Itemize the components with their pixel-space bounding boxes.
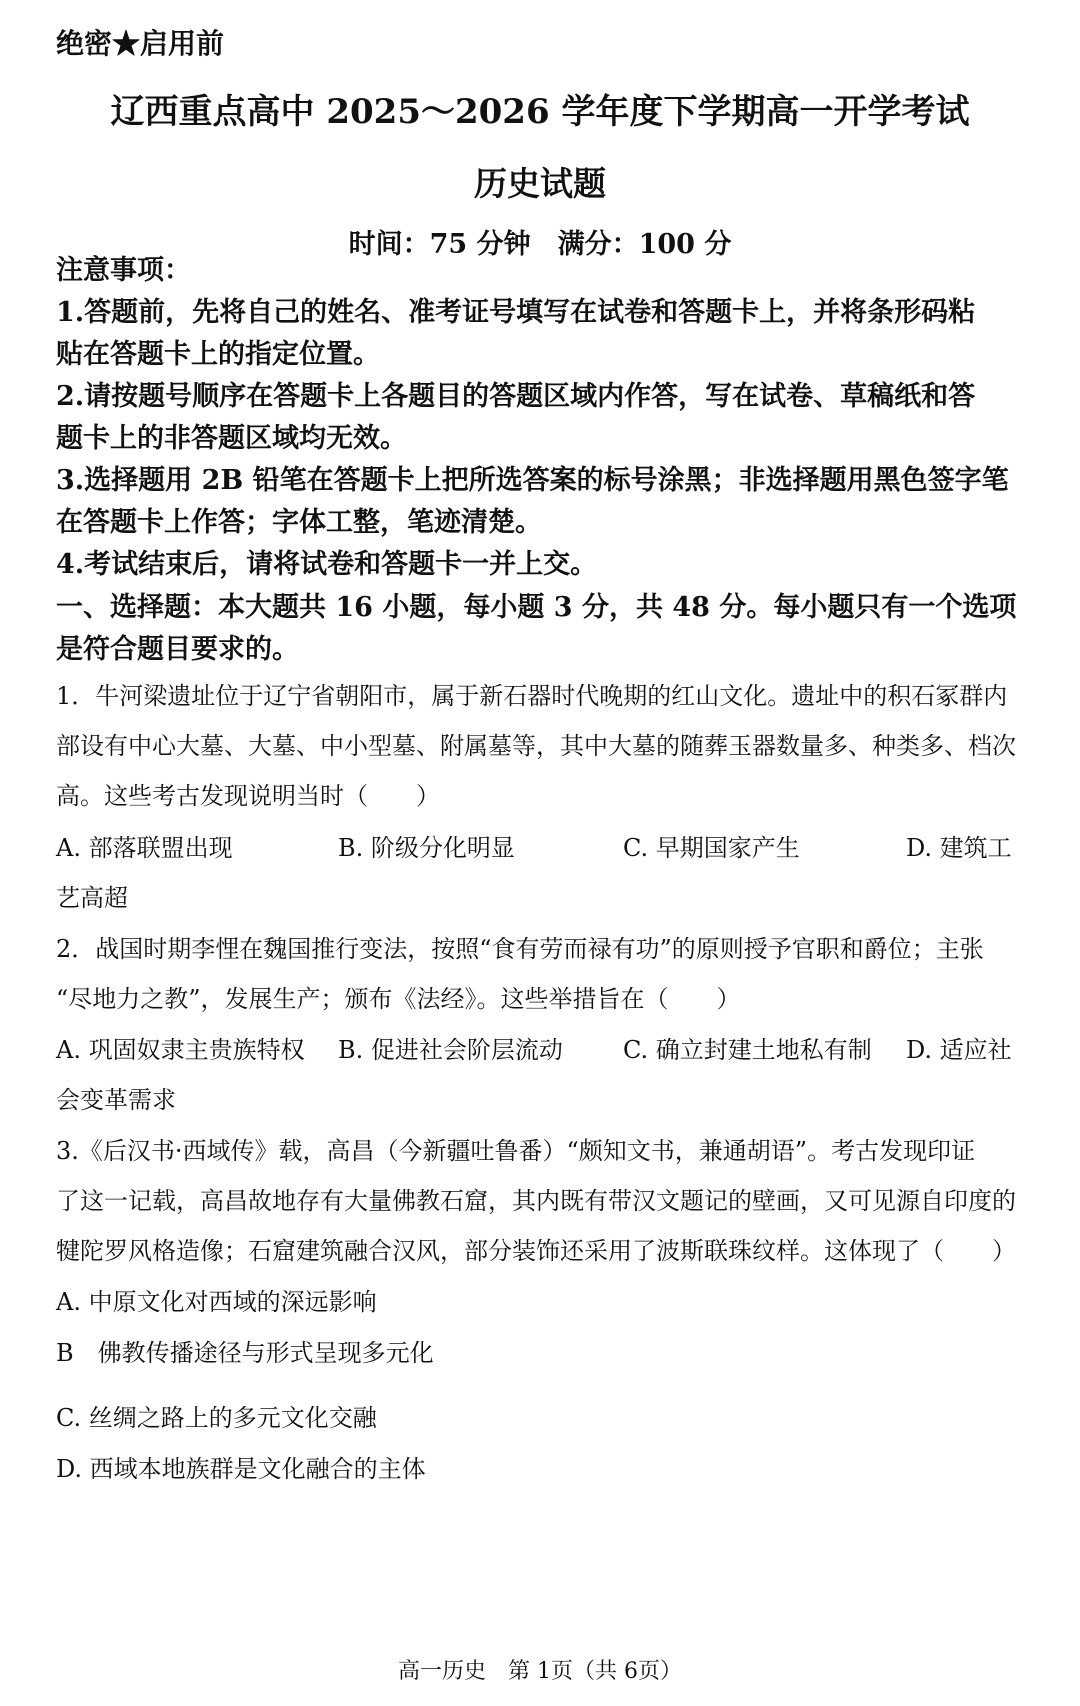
notice-line: 4.考试结束后，请将试卷和答题卡一并上交。 (56, 549, 598, 580)
question-2-option-wrap: 会变革需求 (56, 1086, 176, 1114)
question-1-option-wrap: 艺高超 (56, 884, 128, 912)
question-1-stem: 高。这些考古发现说明当时（ ） (56, 782, 440, 810)
notice-line: 在答题卡上作答；字体工整，笔迹清楚。 (56, 507, 542, 538)
question-3-stem: 了这一记载，高昌故地存有大量佛教石窟，其内既有带汉文题记的壁画，又可见源自印度的 (56, 1187, 1016, 1215)
notice-heading: 注意事项： (56, 255, 191, 286)
question-2-option-d: D. 适应社 (906, 1036, 1012, 1064)
question-1-stem: 部设有中心大墓、大墓、中小型墓、附属墓等，其中大墓的随葬玉器数量多、种类多、档次 (56, 732, 1016, 760)
question-1-option-d: D. 建筑工 (906, 834, 1012, 862)
question-3-option-b: B 佛教传播途径与形式呈现多元化 (56, 1339, 434, 1367)
notice-line: 1.答题前，先将自己的姓名、准考证号填写在试卷和答题卡上，并将条形码粘 (56, 297, 976, 328)
question-3-option-d: D. 西域本地族群是文化融合的主体 (56, 1455, 426, 1483)
question-3-stem: 犍陀罗风格造像；石窟建筑融合汉风，部分装饰还采用了波斯联珠纹样。这体现了（ ） (56, 1237, 1016, 1265)
question-2-stem: 2．战国时期李悝在魏国推行变法，按照“食有劳而禄有功”的原则授予官职和爵位；主张 (56, 935, 984, 963)
question-1-option-c: C. 早期国家产生 (623, 834, 800, 862)
confidential-label: 绝密★启用前 (56, 27, 225, 60)
question-1-stem: 1．牛河梁遗址位于辽宁省朝阳市，属于新石器时代晚期的红山文化。遗址中的积石冢群内 (56, 682, 1008, 710)
question-3-option-c: C. 丝绸之路上的多元文化交融 (56, 1404, 377, 1432)
notice-line: 题卡上的非答题区域均无效。 (56, 423, 407, 454)
question-2-stem: “尽地力之教”，发展生产；颁布《法经》。这些举措旨在（ ） (56, 985, 741, 1013)
question-1-option-b: B. 阶级分化明显 (338, 834, 515, 862)
question-3-stem: 3.《后汉书·西域传》载，高昌（今新疆吐鲁番）“颇知文书，兼通胡语”。考古发现印证 (56, 1137, 976, 1165)
question-2-option-a: A. 巩固奴隶主贵族特权 (56, 1036, 305, 1064)
exam-title: 辽西重点高中 2025～2026 学年度下学期高一开学考试 (110, 92, 970, 132)
section-heading: 一、选择题：本大题共 16 小题，每小题 3 分，共 48 分。每小题只有一个选项 (56, 592, 1017, 623)
question-2-option-b: B. 促进社会阶层流动 (338, 1036, 563, 1064)
notice-line: 贴在答题卡上的指定位置。 (56, 339, 380, 370)
question-1-option-a: A. 部落联盟出现 (56, 834, 233, 862)
subject-title: 历史试题 (474, 164, 606, 203)
notice-line: 3.选择题用 2B 铅笔在答题卡上把所选答案的标号涂黑；非选择题用黑色签字笔 (56, 465, 1009, 496)
question-2-option-c: C. 确立封建土地私有制 (623, 1036, 872, 1064)
section-heading: 是符合题目要求的。 (56, 634, 299, 665)
question-3-option-a: A. 中原文化对西域的深远影响 (56, 1288, 377, 1316)
notice-line: 2.请按题号顺序在答题卡上各题目的答题区域内作答，写在试卷、草稿纸和答 (56, 381, 976, 412)
page-footer: 高一历史 第 1页（共 6页） (398, 1659, 682, 1684)
exam-time-info: 时间：75 分钟 满分：100 分 (348, 229, 732, 260)
